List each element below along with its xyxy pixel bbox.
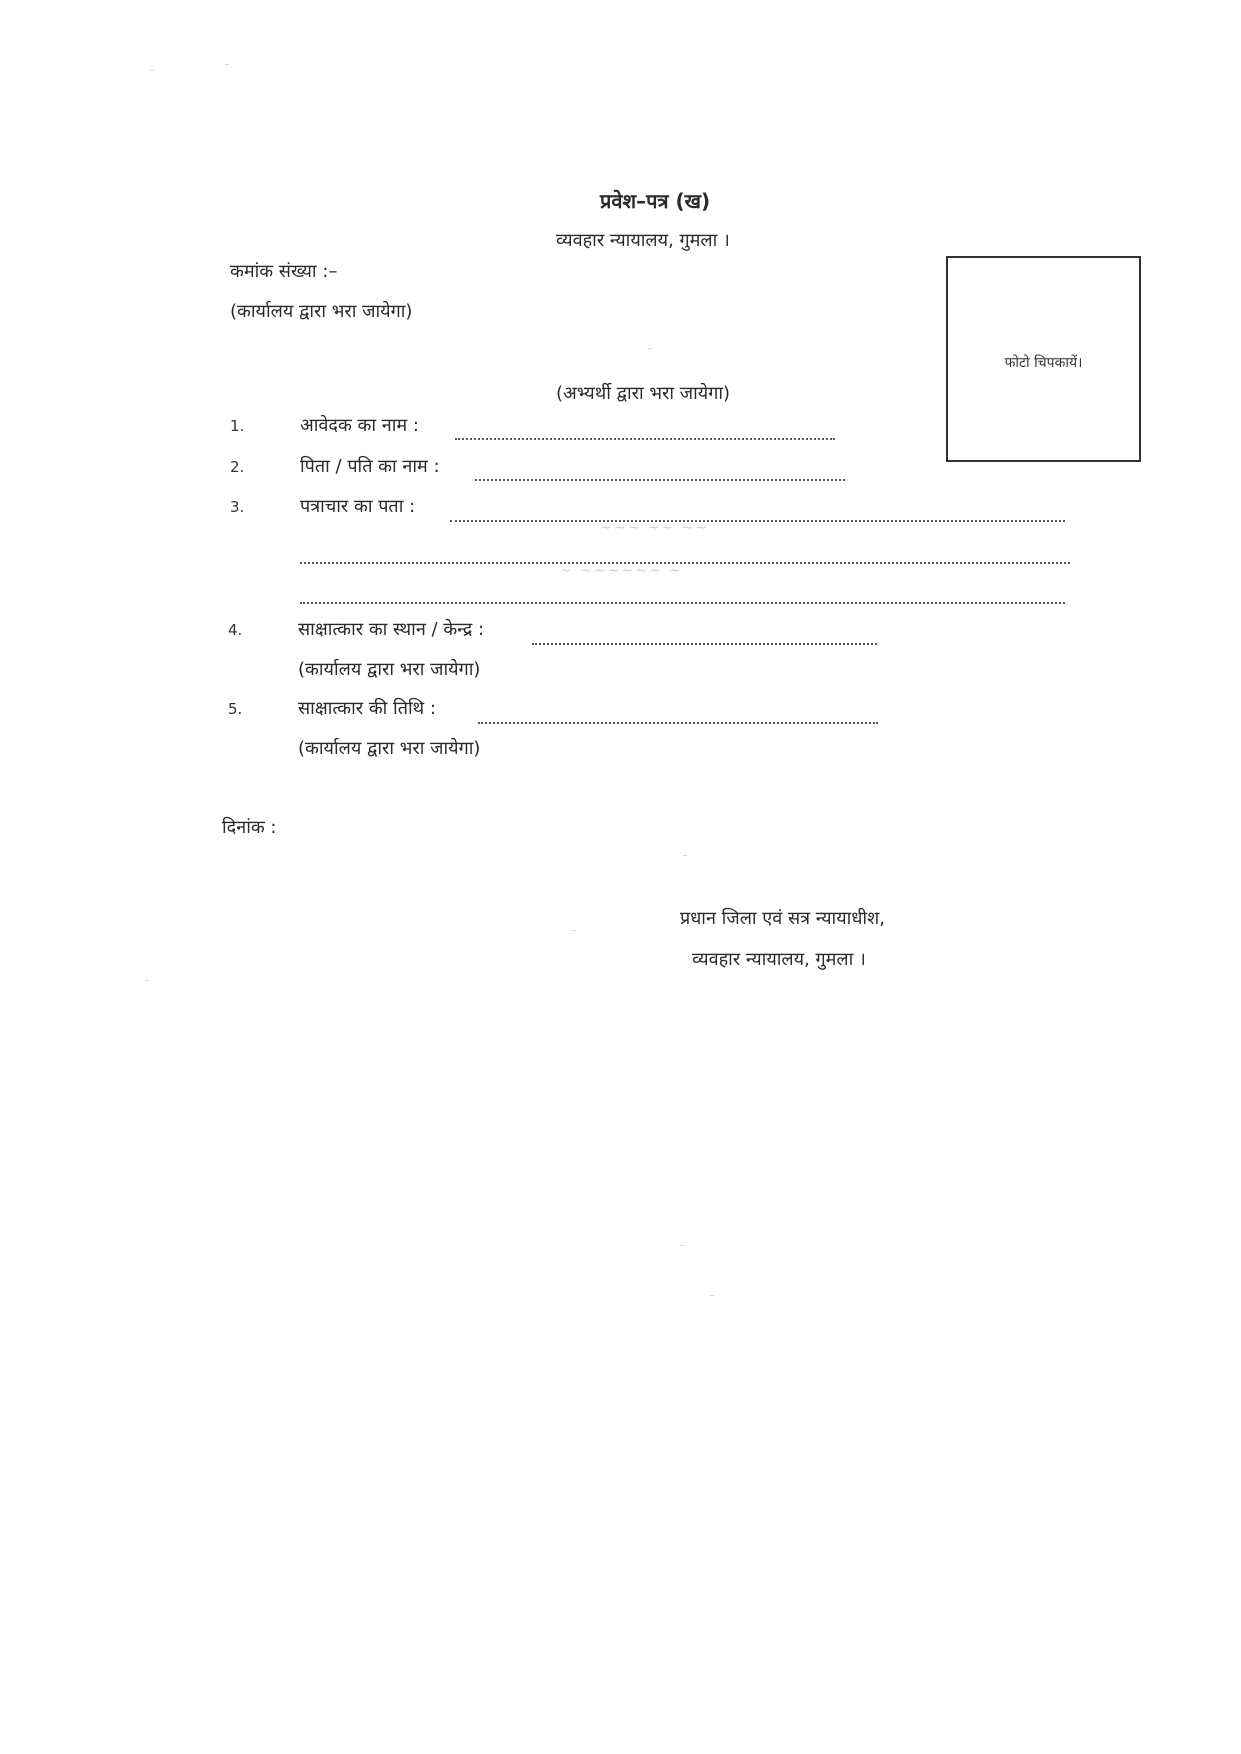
field-number-5: 5. [228, 700, 243, 718]
interview-place-label: साक्षात्कार का स्थान / केन्द्र : [298, 619, 485, 640]
scan-speck [683, 855, 687, 856]
interview-date-office-note: (कार्यालय द्वारा भरा जायेगा) [298, 738, 481, 759]
correspondence-address-label: पत्राचार का पता : [300, 496, 416, 517]
photo-label: फोटो चिपकायें। [1004, 355, 1083, 371]
address-line-3[interactable] [300, 602, 1065, 604]
interview-date-label: साक्षात्कार की तिथि : [298, 698, 436, 719]
field-number-3: 3. [230, 498, 245, 516]
interview-place-office-note: (कार्यालय द्वारा भरा जायेगा) [298, 659, 481, 680]
field-number-1: 1. [230, 417, 245, 435]
scan-speck [145, 980, 149, 981]
scan-speck [225, 64, 229, 65]
form-title: प्रवेश–पत्र (ख) [600, 189, 711, 213]
scan-speck [680, 1245, 684, 1246]
applicant-name-line[interactable] [455, 438, 835, 440]
interview-place-line[interactable] [532, 643, 877, 645]
photo-box [946, 256, 1141, 462]
field-number-4: 4. [228, 621, 243, 639]
faint-stamp-mark-2: ~ ~~~~~~ ~ [560, 563, 683, 579]
date-label: दिनांक : [222, 817, 277, 838]
office-name: व्यवहार न्यायालय, गुमला । [556, 230, 730, 251]
signature-office: व्यवहार न्यायालय, गुमला । [692, 949, 866, 970]
signature-designation: प्रधान जिला एवं सत्र न्यायाधीश, [680, 908, 886, 929]
applicant-name-label: आवेदक का नाम : [300, 415, 419, 436]
scan-speck [648, 348, 652, 349]
father-husband-name-line[interactable] [475, 479, 845, 481]
scan-speck [572, 930, 576, 931]
serial-number-label: कमांक संख्या :– [230, 261, 338, 282]
scan-speck [150, 70, 154, 71]
address-line-1[interactable] [450, 520, 1065, 522]
scan-speck [710, 1295, 714, 1296]
interview-date-line[interactable] [478, 722, 878, 724]
candidate-fill-note: (अभ्यर्थी द्वारा भरा जायेगा) [556, 383, 731, 404]
field-number-2: 2. [230, 458, 245, 476]
faint-stamp-mark-1: ~~~ ~~ ~~ [600, 520, 710, 536]
serial-office-note: (कार्यालय द्वारा भरा जायेगा) [230, 301, 413, 322]
father-husband-name-label: पिता / पति का नाम : [300, 456, 440, 477]
address-line-2[interactable] [300, 562, 1070, 564]
